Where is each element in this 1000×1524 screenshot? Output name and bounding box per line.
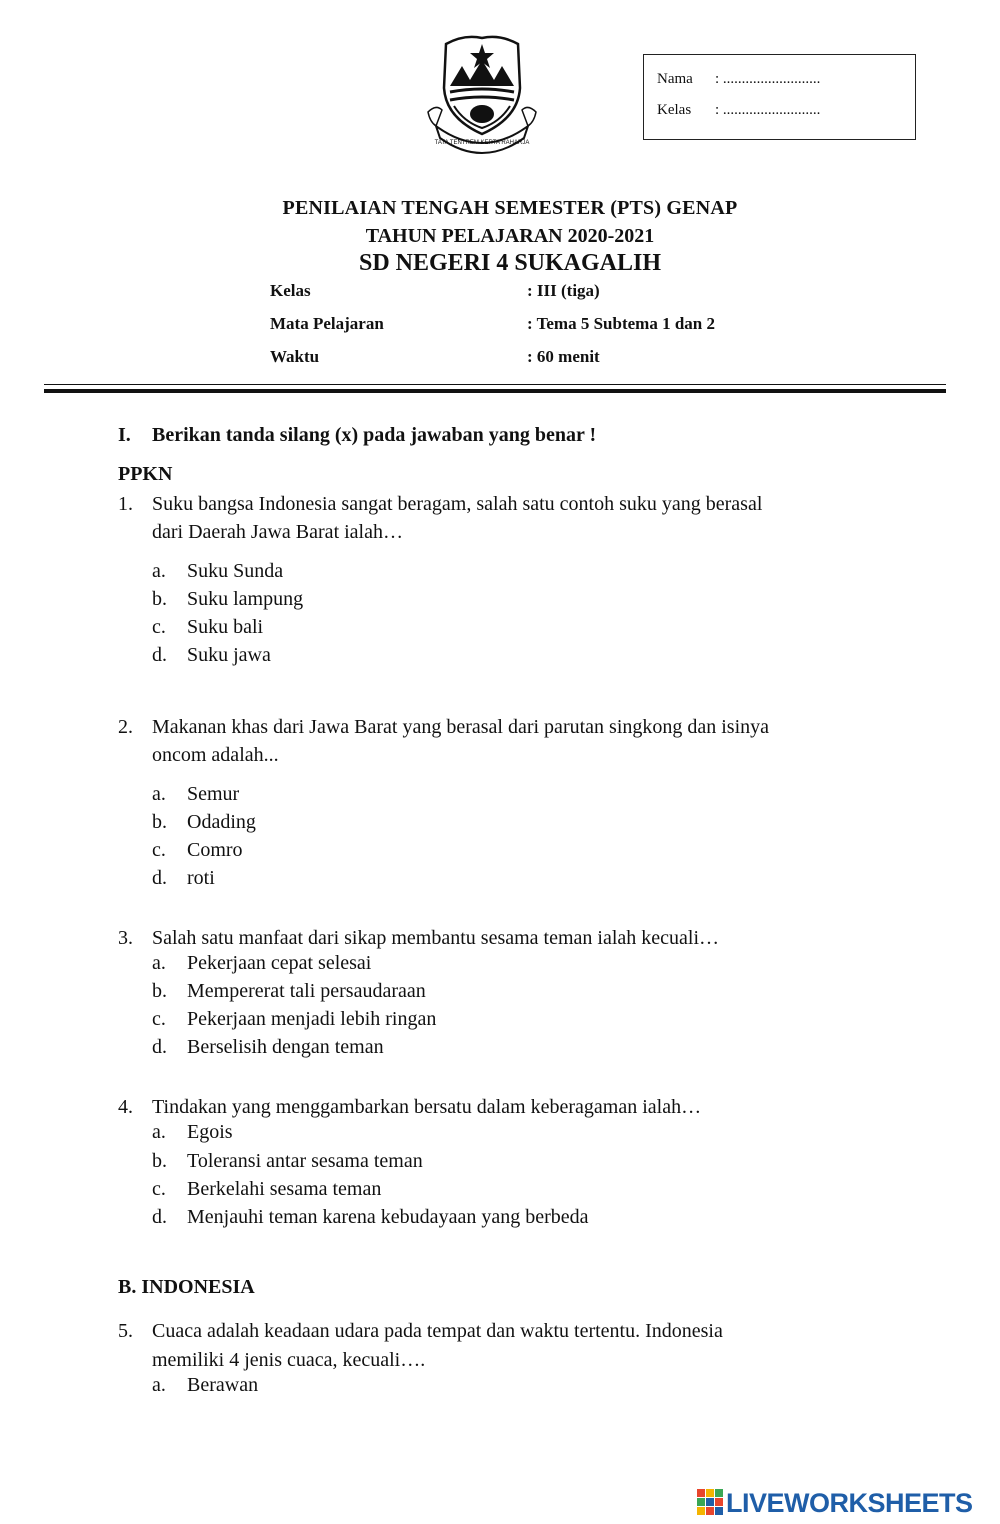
option-text: Berkelahi sesama teman <box>187 1178 382 1200</box>
option-text: Pekerjaan cepat selesai <box>187 952 372 974</box>
option-letter: c. <box>152 1178 166 1200</box>
student-name-row <box>657 71 820 88</box>
question-number: 3. <box>118 927 133 949</box>
question-text-line: Salah satu manfaat dari sikap membantu sesama teman ialah kecuali… <box>152 927 720 949</box>
meta-time-key: Waktu <box>270 347 320 366</box>
header-divider-thin <box>44 384 946 385</box>
class-field[interactable]: : .......................... <box>715 102 821 118</box>
question-text-line: Suku bangsa Indonesia sangat beragam, salah satu contoh suku yang berasal <box>152 493 763 515</box>
instruction-text: Berikan tanda silang (x) pada jawaban yang benar ! <box>152 424 597 446</box>
option-letter: a. <box>152 783 166 805</box>
student-class-row <box>657 102 820 119</box>
question-number: 2. <box>118 716 133 738</box>
liveworksheets-brand[interactable] <box>697 1488 973 1522</box>
option-letter: d. <box>152 867 167 889</box>
option-text: Suku lampung <box>187 588 304 610</box>
name-field[interactable]: : .......................... <box>715 71 821 87</box>
meta-subject-key: Mata Pelajaran <box>270 314 384 333</box>
question-number: 4. <box>118 1096 133 1118</box>
meta-subject-value: : Tema 5 Subtema 1 dan 2 <box>527 314 715 333</box>
option-text: Berawan <box>187 1374 259 1396</box>
meta-class-key: Kelas <box>270 281 311 300</box>
option-letter: c. <box>152 839 166 861</box>
option-text: Berselisih dengan teman <box>187 1036 384 1058</box>
option-text: Suku bali <box>187 616 264 638</box>
option-text: Toleransi antar sesama teman <box>187 1150 423 1172</box>
option-letter: c. <box>152 616 166 638</box>
option-text: Suku Sunda <box>187 560 284 582</box>
question-text-line: Cuaca adalah keadaan udara pada tempat dan waktu tertentu. Indonesia <box>152 1320 723 1342</box>
meta-time-value: : 60 menit <box>527 347 600 366</box>
question-text-line: Tindakan yang menggambarkan bersatu dalam keberagaman ialah… <box>152 1096 702 1118</box>
option-letter: b. <box>152 1150 167 1172</box>
option-text: Mempererat tali persaudaraan <box>187 980 426 1002</box>
question-text-line: memiliki 4 jenis cuaca, kecuali…. <box>152 1349 426 1371</box>
name-label: Nama <box>657 71 693 87</box>
crest-icon <box>424 30 540 156</box>
option-text: Egois <box>187 1121 233 1143</box>
option-letter: c. <box>152 1008 166 1030</box>
option-letter: a. <box>152 1121 166 1143</box>
exam-title: PENILAIAN TENGAH SEMESTER (PTS) GENAP <box>282 197 738 219</box>
school-name: SD NEGERI 4 SUKAGALIH <box>358 250 662 276</box>
liveworksheets-logo-icon <box>697 1489 723 1522</box>
option-text: Semur <box>187 783 240 805</box>
academic-year: TAHUN PELAJARAN 2020-2021 <box>365 225 655 247</box>
option-letter: d. <box>152 644 167 666</box>
option-text: Menjauhi teman karena kebudayaan yang berbeda <box>187 1206 589 1228</box>
student-info-box <box>643 54 916 140</box>
option-text: Comro <box>187 839 243 861</box>
question-number: 5. <box>118 1320 133 1342</box>
option-letter: a. <box>152 560 166 582</box>
brand-text: LIVEWORKSHEETS <box>726 1488 973 1518</box>
option-text: Pekerjaan menjadi lebih ringan <box>187 1008 437 1030</box>
logo-motto: TATA TENTREM KERTA RAHARJA <box>434 140 530 146</box>
option-letter: d. <box>152 1036 167 1058</box>
option-text: Suku jawa <box>187 644 271 666</box>
section-bahasa-indonesia: B. INDONESIA <box>118 1276 255 1298</box>
instruction-number: I. <box>118 424 131 446</box>
question-text-line: dari Daerah Jawa Barat ialah… <box>152 521 403 543</box>
school-logo <box>424 30 540 156</box>
option-letter: b. <box>152 811 167 833</box>
option-letter: a. <box>152 1374 166 1396</box>
section-ppkn: PPKN <box>118 463 173 485</box>
class-label: Kelas <box>657 102 692 118</box>
question-number: 1. <box>118 493 133 515</box>
question-text-line: Makanan khas dari Jawa Barat yang berasal dari parutan singkong dan isinya <box>152 716 770 738</box>
option-text: Odading <box>187 811 256 833</box>
header-divider-thick <box>44 389 946 393</box>
option-letter: a. <box>152 952 166 974</box>
option-letter: d. <box>152 1206 167 1228</box>
option-text: roti <box>187 867 215 889</box>
question-text-line: oncom adalah... <box>152 744 279 766</box>
option-letter: b. <box>152 588 167 610</box>
option-letter: b. <box>152 980 167 1002</box>
meta-class-value: : III (tiga) <box>527 281 600 300</box>
